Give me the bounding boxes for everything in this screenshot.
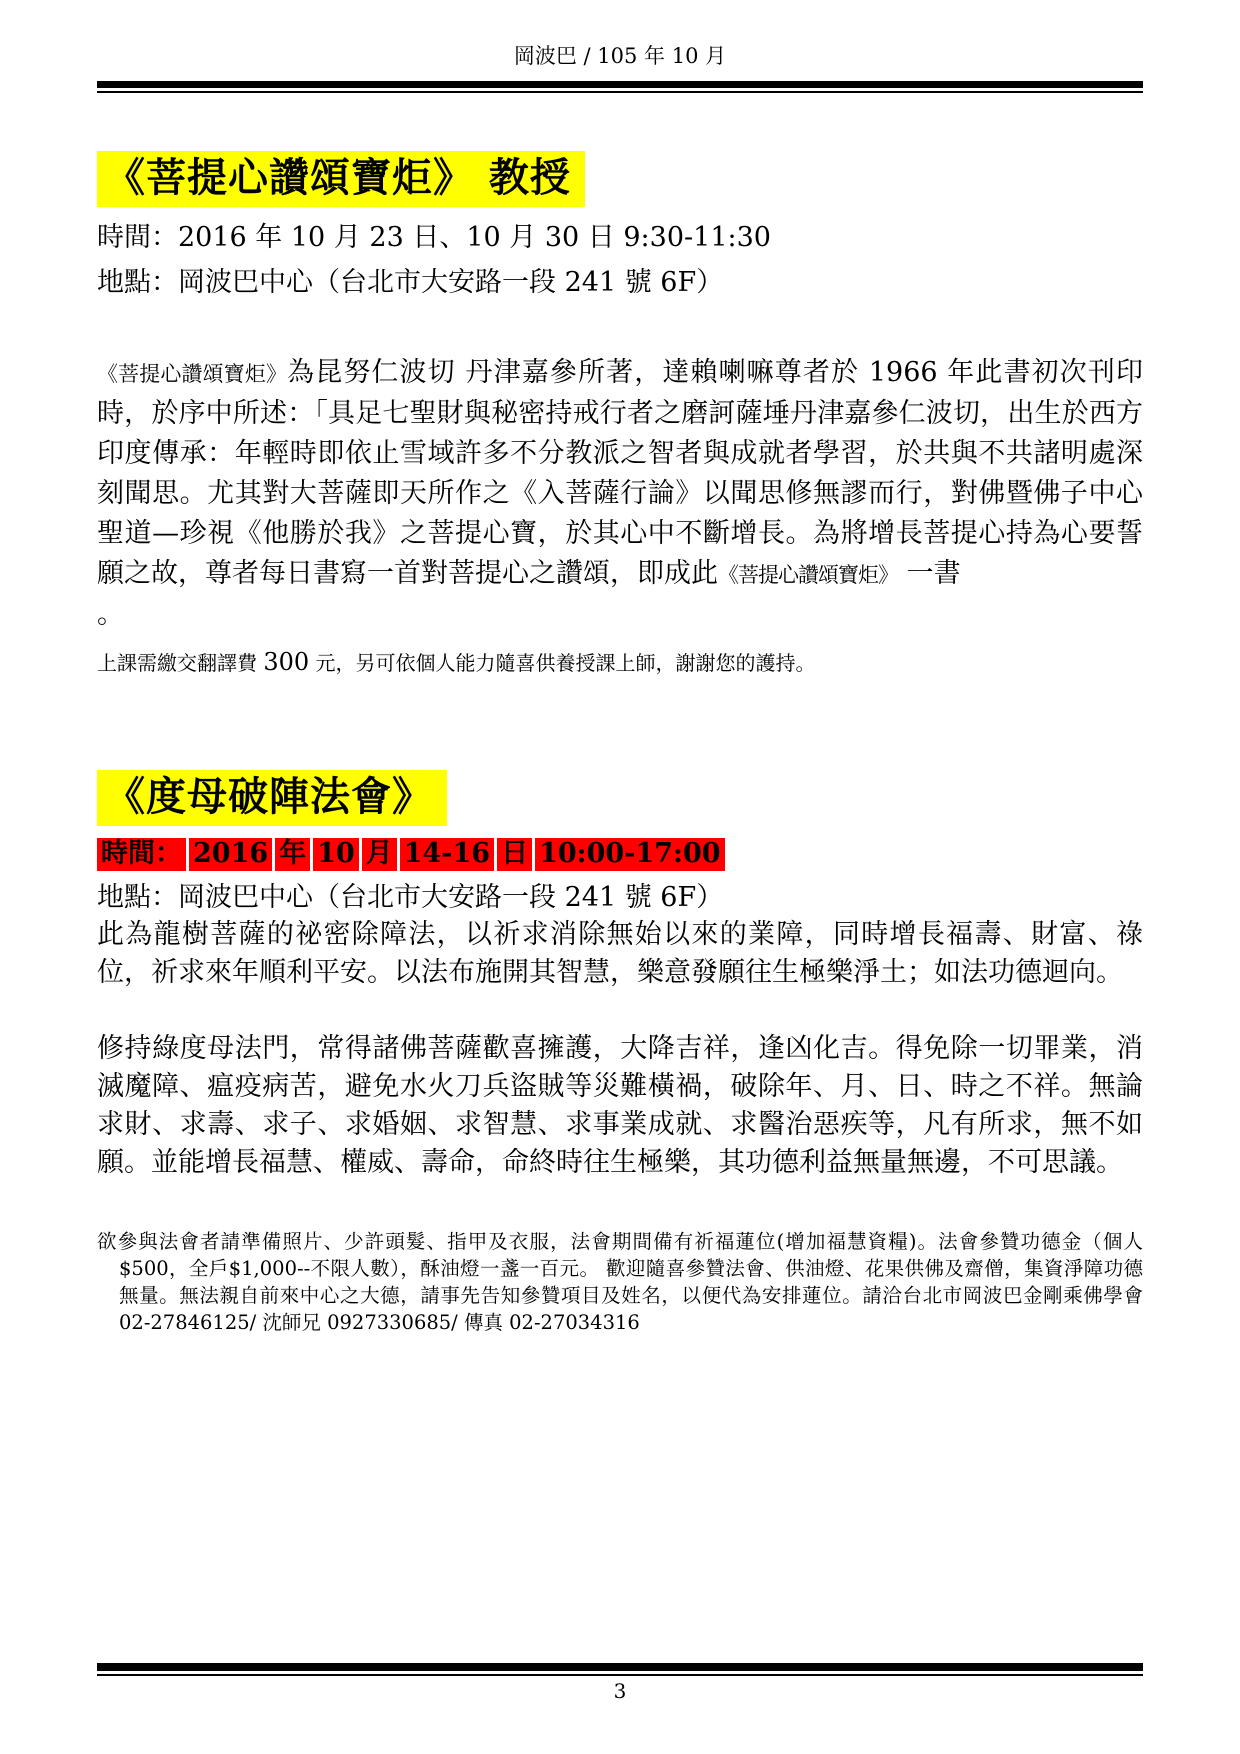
- section1-paragraph-period: 。: [97, 599, 124, 630]
- text-run: 元，另可依個人能力隨喜供養授課上師，謝謝您的護持。: [309, 651, 816, 675]
- section2-intro-paragraph: 此為龍樹菩薩的祕密除障法，以祈求消除無始以來的業障，同時增長福壽、財富、祿位，祈求來年順利平安。以法布施開其智慧，樂意發願往生極樂淨土；如法功德迴向。: [97, 919, 1143, 988]
- footer-divider-thin: [97, 1674, 1143, 1676]
- time-segment: 10: [313, 838, 359, 871]
- section1-title: 《菩提心讚頌寶炬》 教授: [97, 151, 585, 207]
- time-segment: 10:00-17:00: [535, 838, 724, 871]
- text-run: 一書: [898, 558, 961, 589]
- page-number: 3: [613, 1679, 627, 1703]
- fee-amount: 300: [263, 648, 310, 676]
- time-segment: 月: [362, 838, 397, 871]
- time-segment: 14-16: [400, 838, 494, 871]
- section2-title: 《度母破陣法會》: [97, 770, 447, 826]
- section-tara-puja: [97, 676, 1143, 1336]
- time-segment: 年: [275, 838, 310, 871]
- time-segment: 2016: [189, 838, 272, 871]
- footer-divider-thick: [97, 1663, 1143, 1671]
- time-segment: 日: [497, 838, 532, 871]
- section1-time: 時間：2016 年 10 月 23 日、10 月 30 日 9:30-11:30: [97, 222, 771, 253]
- section2-time: [97, 838, 1143, 871]
- page-header-title: 岡波巴 / 105 年 10 月: [513, 44, 727, 68]
- section2-registration-notice: 欲參與法會者請準備照片、少許頭髮、指甲及衣服，法會期間備有祈福蓮位(增加福慧資糧)。法會參贊功德金（個人$500，全戶$1,000--不限人數），酥油燈一盞一百元。 歡迎隨喜參贊法會、供油燈、花果供佛及齋僧，集資淨障功德無量。無法親自前來中心之大德，請事先告知參贊項目及姓名，以便代為安排蓮位。請洽台北市岡波巴金剛乘佛學會 02-27846125/ 沈師兄 0927330685/ 傳真 02-27034316: [97, 1230, 1143, 1334]
- time-segment: 時間：: [97, 838, 186, 871]
- section-bodhicitta-teaching: [97, 93, 1143, 676]
- section1-fee-note: [97, 649, 1143, 676]
- section2-benefits-paragraph: 修持綠度母法門，常得諸佛菩薩歡喜擁護，大降吉祥，逢凶化吉。得免除一切罪業，消滅魔障、瘟疫病苦，避免水火刀兵盜賊等災難橫禍，破除年、月、日、時之不祥。無論求財、求壽、求子、求婚姻、求智慧、求事業成就、求醫治惡疾等，凡有所求，無不如願。並能增長福慧、權威、壽命，命終時往生極樂，其功德利益無量無邊，不可思議。: [97, 1033, 1143, 1178]
- section1-paragraph: [97, 353, 1143, 595]
- section2-location: 地點：岡波巴中心（台北市大安路一段 241 號 6F）: [97, 882, 724, 913]
- text-run: 為昆努仁波切 丹津嘉參所著，達賴喇嘛尊者於 1966 年此書初次刊印時，於序中所述：「具足七聖財與秘密持戒行者之磨訶薩埵丹津嘉參仁波切，出生於西方印度傳承：年輕時即依止雪域許多不分教派之智者與成就者學習，於共與不共諸明處深刻聞思。尤其對大菩薩即天所作之《入菩薩行論》以聞思修無謬而行，對佛暨佛子中心聖道—珍視《他勝於我》之菩提心寶，於其心中不斷增長。為將增長菩提心持為心要誓願之故，尊者每日書寫一首對菩提心之讚頌，即成此: [97, 357, 1143, 589]
- text-run: 上課需繳交翻譯費: [97, 651, 264, 675]
- page-footer: [97, 1663, 1143, 1703]
- header-divider-thick: [97, 81, 1143, 88]
- book-title-run: 《菩提心讚頌寶炬》: [97, 362, 288, 386]
- section1-location: 地點：岡波巴中心（台北市大安路一段 241 號 6F）: [97, 267, 724, 298]
- book-title-run: 《菩提心讚頌寶炬》: [718, 563, 898, 587]
